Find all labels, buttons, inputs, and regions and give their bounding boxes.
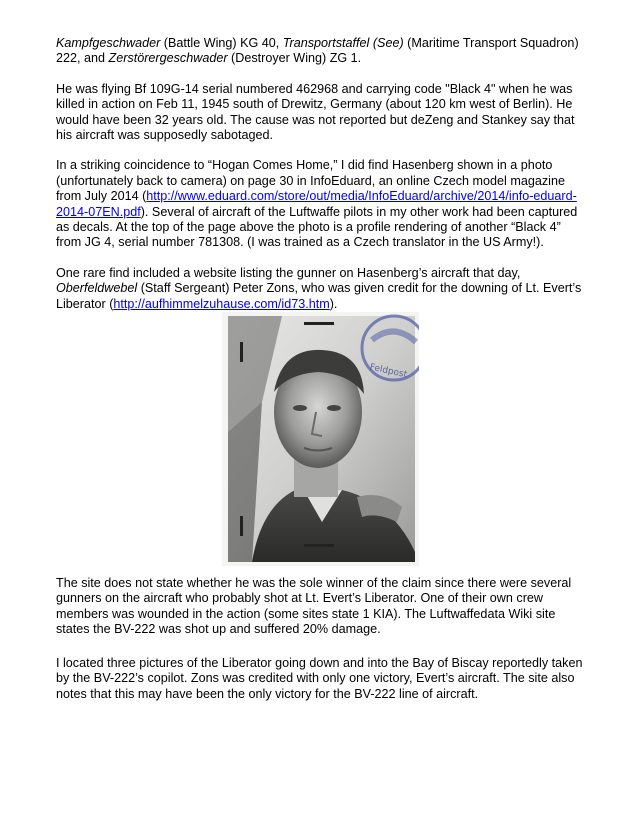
italic-term: Transportstaffel (See) xyxy=(282,36,404,50)
text: (Destroyer Wing) ZG 1. xyxy=(227,51,362,66)
text: (Battle Wing) KG 40, xyxy=(160,36,283,50)
document-body xyxy=(56,36,586,327)
text: One rare find included a website listing the gunner on Hasenberg’s aircraft that day, xyxy=(56,265,521,280)
text: ). Several of aircraft of the Luftwaffe pilots in my other work had been captured as decals. At the top of the page above the photo is a profile rendering of another “Black 4” from JG 4, serial number 781308. (I was trained as a Czech translator in the US Army!). xyxy=(56,204,578,250)
italic-term: Oberfeldwebel xyxy=(56,281,138,296)
italic-term: Zerstörergeschwader xyxy=(108,51,228,66)
paragraph-coincidence xyxy=(56,158,586,250)
stamp-text: Feldpost xyxy=(368,362,408,381)
paragraph-units xyxy=(56,36,586,67)
text: ). xyxy=(329,296,338,311)
text: (Maritime Transport Squadron) 222, and xyxy=(56,36,579,66)
portrait-photo xyxy=(222,312,419,566)
text: (Staff Sergeant) Peter Zons, who was given credit for the downing of Lt. Evert’s Liberator ( xyxy=(56,281,582,311)
paragraph-gunner xyxy=(56,266,586,312)
eduard-link[interactable]: http://www.eduard.com/store/out/media/InfoEduard/archive/2014/info-eduard-2014-07EN.pdf xyxy=(56,189,577,219)
paragraph-flight: He was flying Bf 109G-14 serial numbered 462968 and carrying code "Black 4" when he was killed in action on Feb 11, 1945 south of Drewitz, Germany (about 120 km west of Berlin). He would have been 32 years old. The cause was not reported but deZeng and Stankey say that his aircraft was supposedly sabotaged. xyxy=(56,81,575,143)
aufhimmel-link[interactable]: http://aufhimmelzuhause.com/id73.htm xyxy=(113,296,330,311)
italic-term: Kampfgeschwader xyxy=(56,36,161,50)
text: In a striking coincidence to “Hogan Comes Home,” I did find Hasenberg shown in a photo (unfortunately back to camera) on page 30 in InfoEduard, an online Czech model magazine from July 2014 ( xyxy=(56,158,565,204)
text: I located three pictures of the Liberator going down and into the Bay of Biscay reportedly taken by the BV-222’s copilot. Zons was credited with only one victory, Evert’s aircraft. The site also notes that this may have been the only victory for the BV-222 line of aircraft. xyxy=(56,656,583,701)
paragraph-claim xyxy=(56,576,586,638)
text: The site does not state whether he was the sole winner of the claim since there were several gunners on the aircraft who probably shot at Lt. Evert’s Liberator. One of their own crew members was wounded in the action (some sites state 1 KIA). The Luftwaffedata Wiki site states the BV-222 was shot up and suffered 20% damage. xyxy=(56,576,572,637)
paragraph-pictures xyxy=(56,656,586,702)
